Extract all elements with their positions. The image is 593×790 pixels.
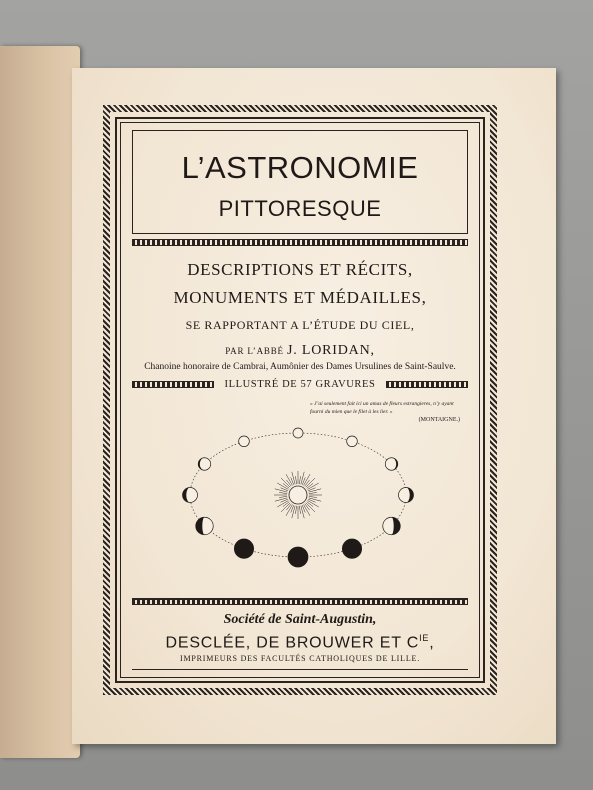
book-cover-edge xyxy=(0,46,80,758)
author-position: Chanoine honoraire de Cambrai, Aumônier des Dames Ursulines de Saint-Saulve. xyxy=(144,362,456,372)
title-line-1: L’ASTRONOMIE xyxy=(181,150,419,185)
author-prefix: PAR L’ABBÉ xyxy=(225,346,284,356)
moon-phases-illustration xyxy=(180,425,420,575)
moon-phase-icon xyxy=(293,428,303,438)
moon-phase-icon xyxy=(239,436,250,447)
moon-phase-icon xyxy=(347,436,358,447)
moon-phase-icon xyxy=(288,547,308,567)
author-line xyxy=(132,342,468,359)
sun-icon xyxy=(274,471,322,519)
subtitle-line-2: MONUMENTS ET MÉDAILLES, xyxy=(173,288,427,307)
publisher-name: DESCLÉE, DE BROUWER ET $C^{IE}$, xyxy=(165,633,435,652)
moon-phase-icon xyxy=(234,539,253,558)
subtitle-line-1: DESCRIPTIONS ET RÉCITS, xyxy=(187,260,413,279)
ornamental-rule xyxy=(132,239,468,246)
publisher-name-main: DESCLÉE, DE BROUWER ET C xyxy=(165,634,420,652)
illustrations-note: ILLUSTRÉ DE 57 GRAVURES xyxy=(224,379,376,390)
publisher-society: Société de Saint-Augustin, xyxy=(223,612,377,627)
moon-phase-icon xyxy=(196,517,214,535)
ornamental-rule-right xyxy=(386,381,468,388)
moon-phase-icon xyxy=(198,458,211,471)
moon-phase-icon xyxy=(383,517,401,535)
epigraph-text: « J’ai seulement fait ici un amas de fleurs estrangieres, n’y ayant fourni du mien que le filet à les lier. » xyxy=(310,401,454,415)
moon-phase-icon xyxy=(342,539,361,558)
moon-phase-icon xyxy=(399,488,414,503)
author-name: J. LORIDAN, xyxy=(287,343,375,358)
epigraph-source: (MONTAIGNE.) xyxy=(418,417,460,423)
moon-phase-icon xyxy=(183,488,198,503)
publisher-printers: IMPRIMEURS DES FACULTÉS CATHOLIQUES DE LILLE. xyxy=(179,654,420,663)
moon-phase-icon xyxy=(385,458,398,471)
title-line-2: PITTORESQUE xyxy=(218,196,382,221)
publisher-name-sup: IE xyxy=(419,633,430,643)
subtitle-line-3: SE RAPPORTANT A L’ÉTUDE DU CIEL, xyxy=(185,318,415,332)
